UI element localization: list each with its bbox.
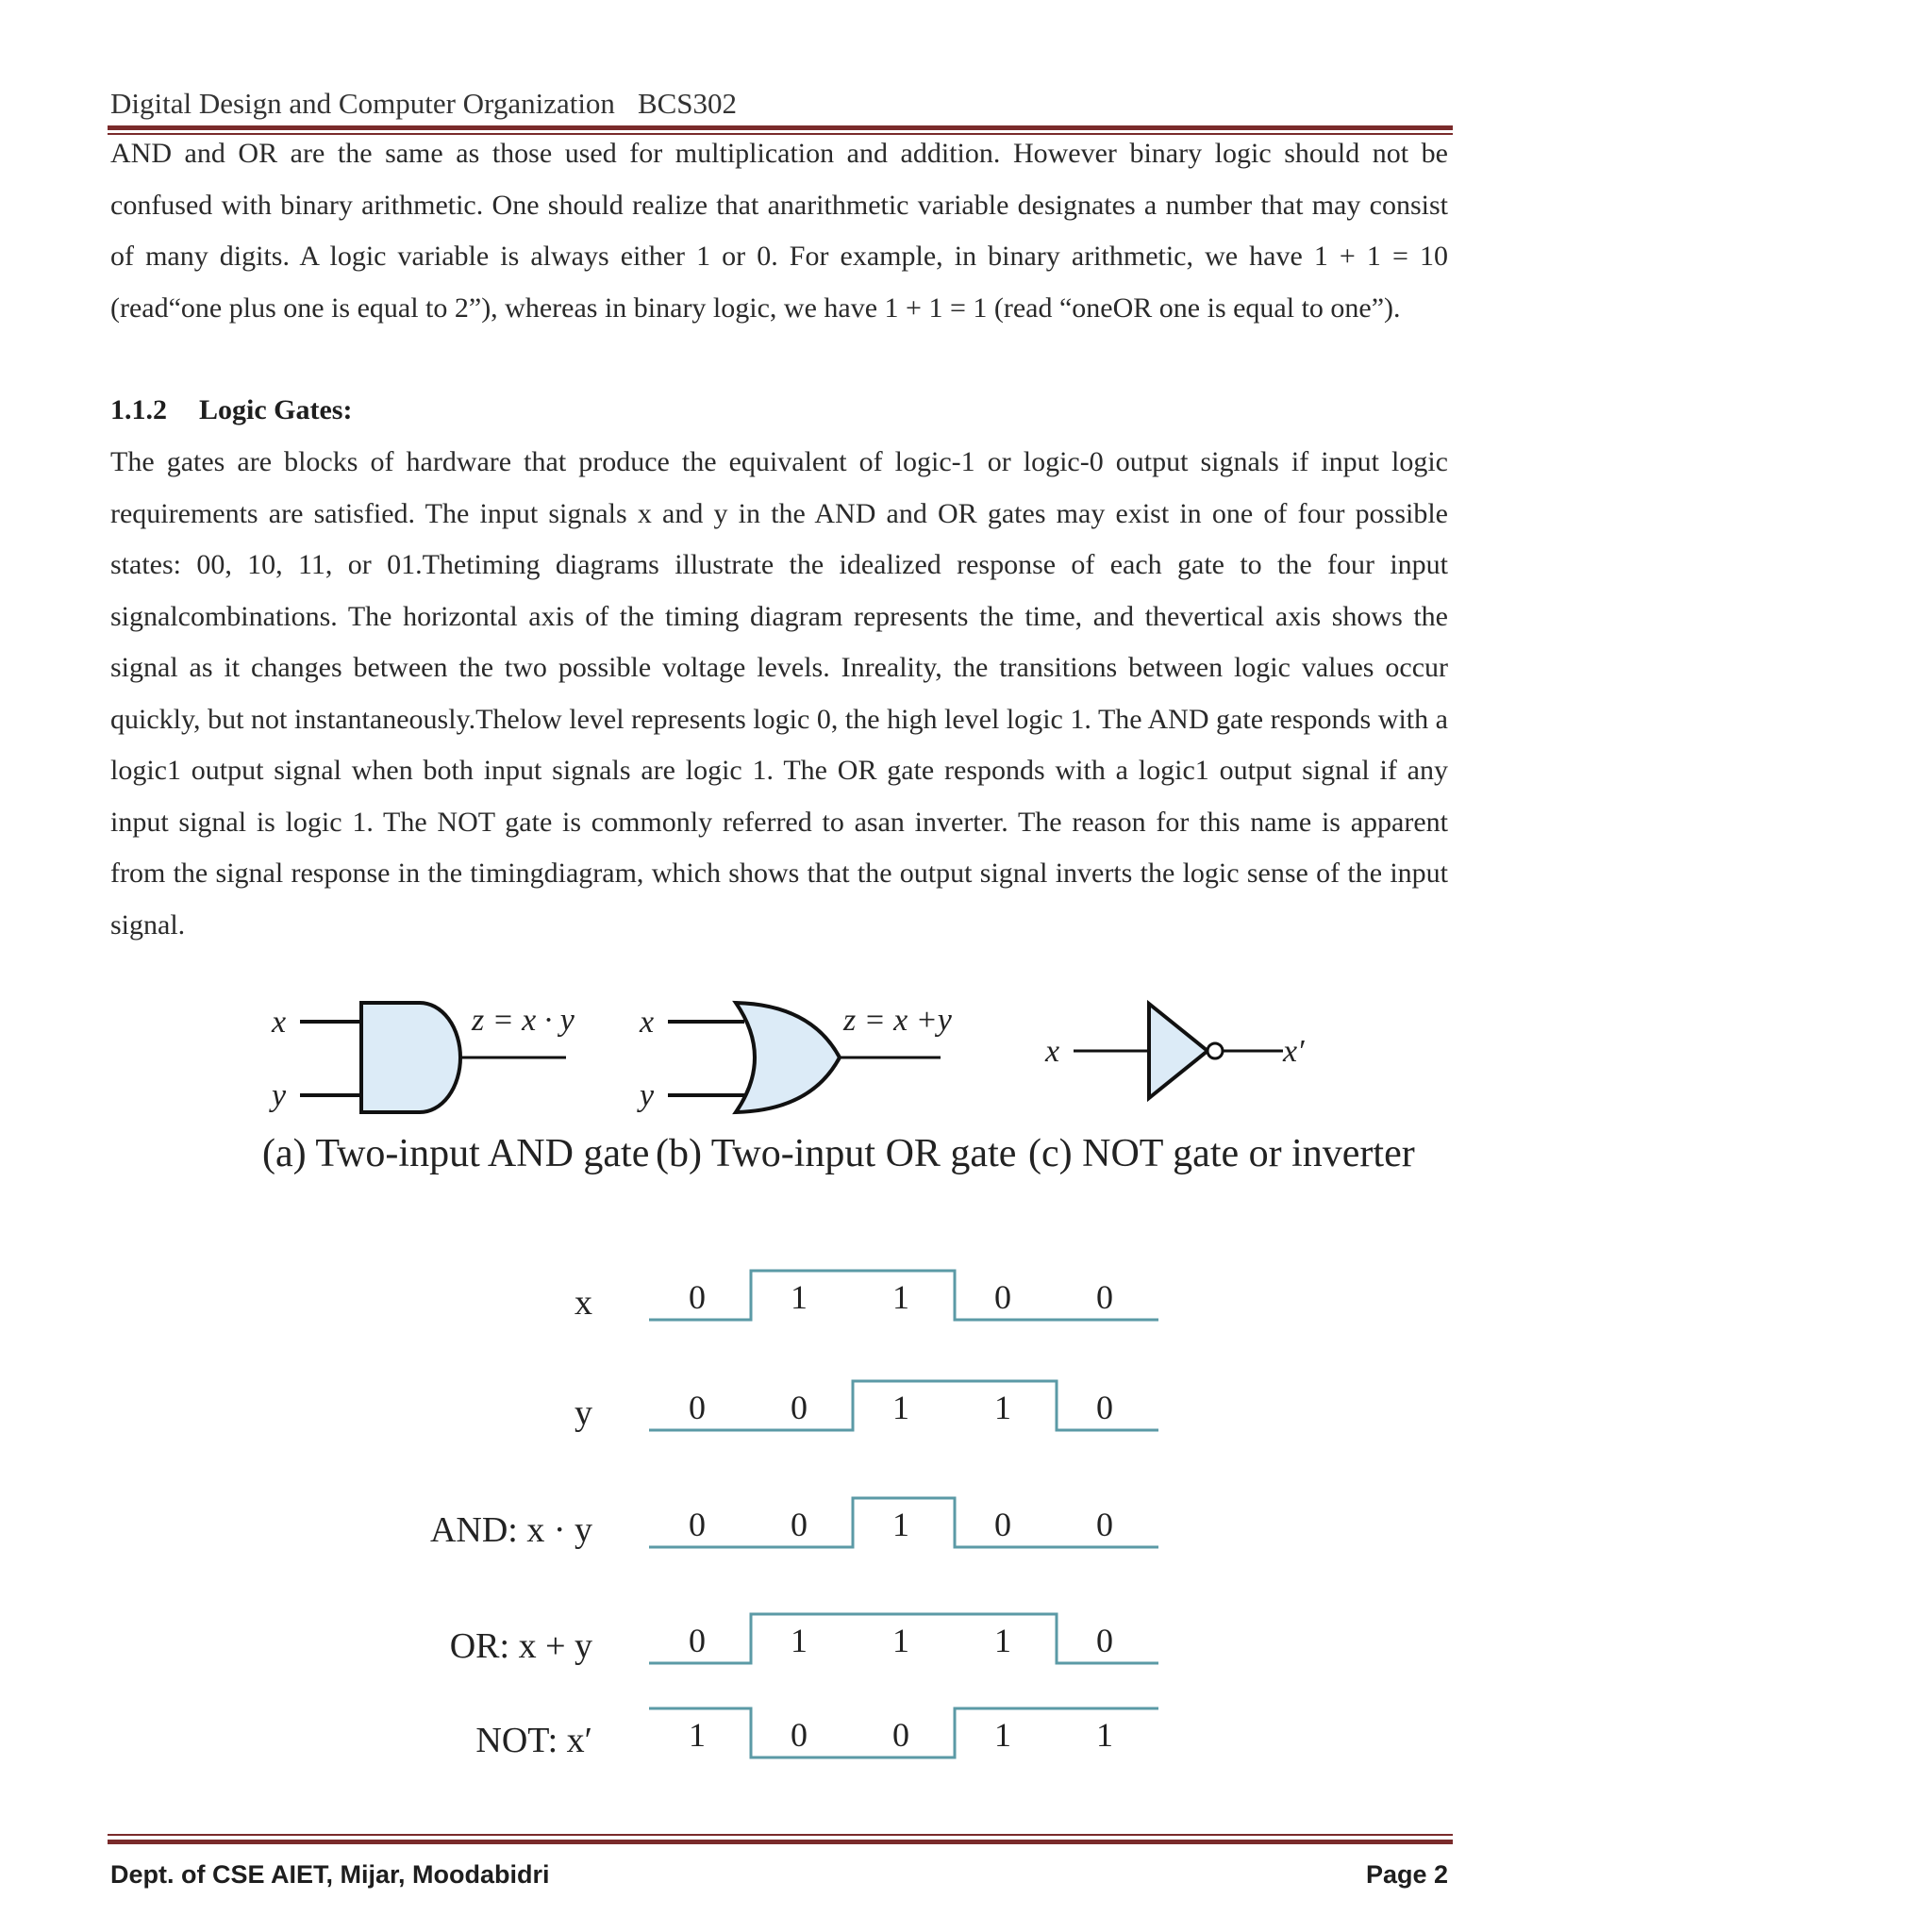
- not-gate-symbol: [1044, 1004, 1305, 1098]
- footer-rule: [108, 1840, 1453, 1844]
- bit-value: 0: [1096, 1622, 1113, 1659]
- not-input-x: x: [1045, 1034, 1060, 1069]
- paragraph: The gates are blocks of hardware that produce the equivalent of logic-1 or logic-0 output signals if input logic requirements are satisfied. The input signals x and y in the AND and OR gates may exist in one of four possible states: 00, 10, 11, or 01.Thetiming diagrams illustrate the idealized response of each gate to the four input signalcombinations. The horizontal axis of the timing diagram represents the time, and thevertical axis shows the signal as it changes between the two possible voltage levels. Inreality, the transitions between logic values occur quickly, but not instantaneously.Thelow level represents logic 0, the high level logic 1. The AND gate responds with a logic1 output signal when both input signals are logic 1. The OR gate responds with a logic1 output signal if any input signal is logic 1. The NOT gate is commonly referred to asan inverter. The reason for this name is apparent from the signal response in the timingdiagram, which shows that the output signal inverts the logic sense of the input signal.: [110, 446, 1448, 941]
- signal-waveform: [649, 1614, 1158, 1663]
- timing-diagram: [430, 1271, 1158, 1760]
- or-gate-caption: (b) Two-input OR gate: [656, 1132, 1017, 1175]
- footer-department: Dept. of CSE AIET, Mijar, Moodabidri: [110, 1860, 550, 1889]
- bit-value: 0: [1096, 1278, 1113, 1316]
- bit-value: 1: [892, 1622, 909, 1659]
- section-number: 1.1.2: [110, 394, 167, 425]
- signal-waveform: [649, 1708, 1158, 1757]
- paragraph: AND and OR are the same as those used for multiplication and addition. However binary logic should not be confused with binary arithmetic. One should realize that anarithmetic variable designates a number that may consist of many digits. A logic variable is always either 1 or 0. For example, in binary arithmetic, we have 1 + 1 = 10 (read“one plus one is equal to 2”), whereas in binary logic, we have 1 + 1 = 1 (read “oneOR one is equal to one”).: [110, 138, 1448, 324]
- and-output-expression: z = x · y: [472, 1003, 575, 1038]
- bit-value: 0: [689, 1389, 706, 1426]
- signal-label: y: [575, 1393, 592, 1433]
- footer-rule-thin: [108, 1834, 1453, 1836]
- bit-value: 0: [892, 1716, 909, 1754]
- bit-value: 1: [892, 1278, 909, 1316]
- signal-waveform: [649, 1381, 1158, 1430]
- bit-value: 0: [689, 1622, 706, 1659]
- intro-paragraph: [110, 128, 1448, 334]
- signal-label: x: [575, 1283, 592, 1323]
- bit-value: 0: [994, 1506, 1011, 1543]
- bit-value: 0: [689, 1506, 706, 1543]
- bit-value: 1: [791, 1622, 808, 1659]
- section-heading: [110, 385, 352, 437]
- bit-value: 0: [689, 1278, 706, 1316]
- or-input-x: x: [640, 1005, 655, 1040]
- page-header: [110, 87, 737, 121]
- course-title: Digital Design and Computer Organization: [110, 87, 615, 120]
- signal-waveform: [649, 1271, 1158, 1320]
- signal-waveform: [649, 1498, 1158, 1547]
- or-gate-symbol: [637, 1003, 953, 1113]
- and-input-x: x: [272, 1005, 287, 1040]
- bit-value: 0: [791, 1389, 808, 1426]
- bit-value: 1: [994, 1389, 1011, 1426]
- not-output-expression: x′: [1283, 1034, 1305, 1069]
- signal-label: OR: x + y: [449, 1626, 592, 1666]
- or-output-expression: z = x +y: [843, 1003, 952, 1038]
- bit-value: 1: [892, 1506, 909, 1543]
- and-gate-symbol: [269, 1003, 575, 1113]
- bit-value: 0: [1096, 1389, 1113, 1426]
- bit-value: 1: [791, 1278, 808, 1316]
- bit-value: 0: [791, 1506, 808, 1543]
- and-input-y: y: [272, 1078, 287, 1113]
- bit-value: 1: [689, 1716, 706, 1754]
- bit-value: 0: [791, 1716, 808, 1754]
- inverter-bubble-icon: [1208, 1043, 1223, 1058]
- bit-value: 1: [892, 1389, 909, 1426]
- signal-label: AND: x · y: [429, 1510, 592, 1550]
- bit-value: 0: [994, 1278, 1011, 1316]
- or-input-y: y: [640, 1078, 655, 1113]
- bit-value: 1: [994, 1716, 1011, 1754]
- footer-page-number: Page 2: [1365, 1860, 1448, 1889]
- logic-gates-paragraph: [110, 437, 1448, 951]
- bit-value: 1: [994, 1622, 1011, 1659]
- not-gate-caption: (c) NOT gate or inverter: [1028, 1132, 1415, 1175]
- section-title: Logic Gates:: [199, 394, 353, 425]
- course-code: BCS302: [637, 87, 738, 120]
- and-gate-caption: (a) Two-input AND gate: [262, 1132, 650, 1175]
- bit-value: 0: [1096, 1506, 1113, 1543]
- signal-label: NOT: x′: [475, 1721, 592, 1760]
- bit-value: 1: [1096, 1716, 1113, 1754]
